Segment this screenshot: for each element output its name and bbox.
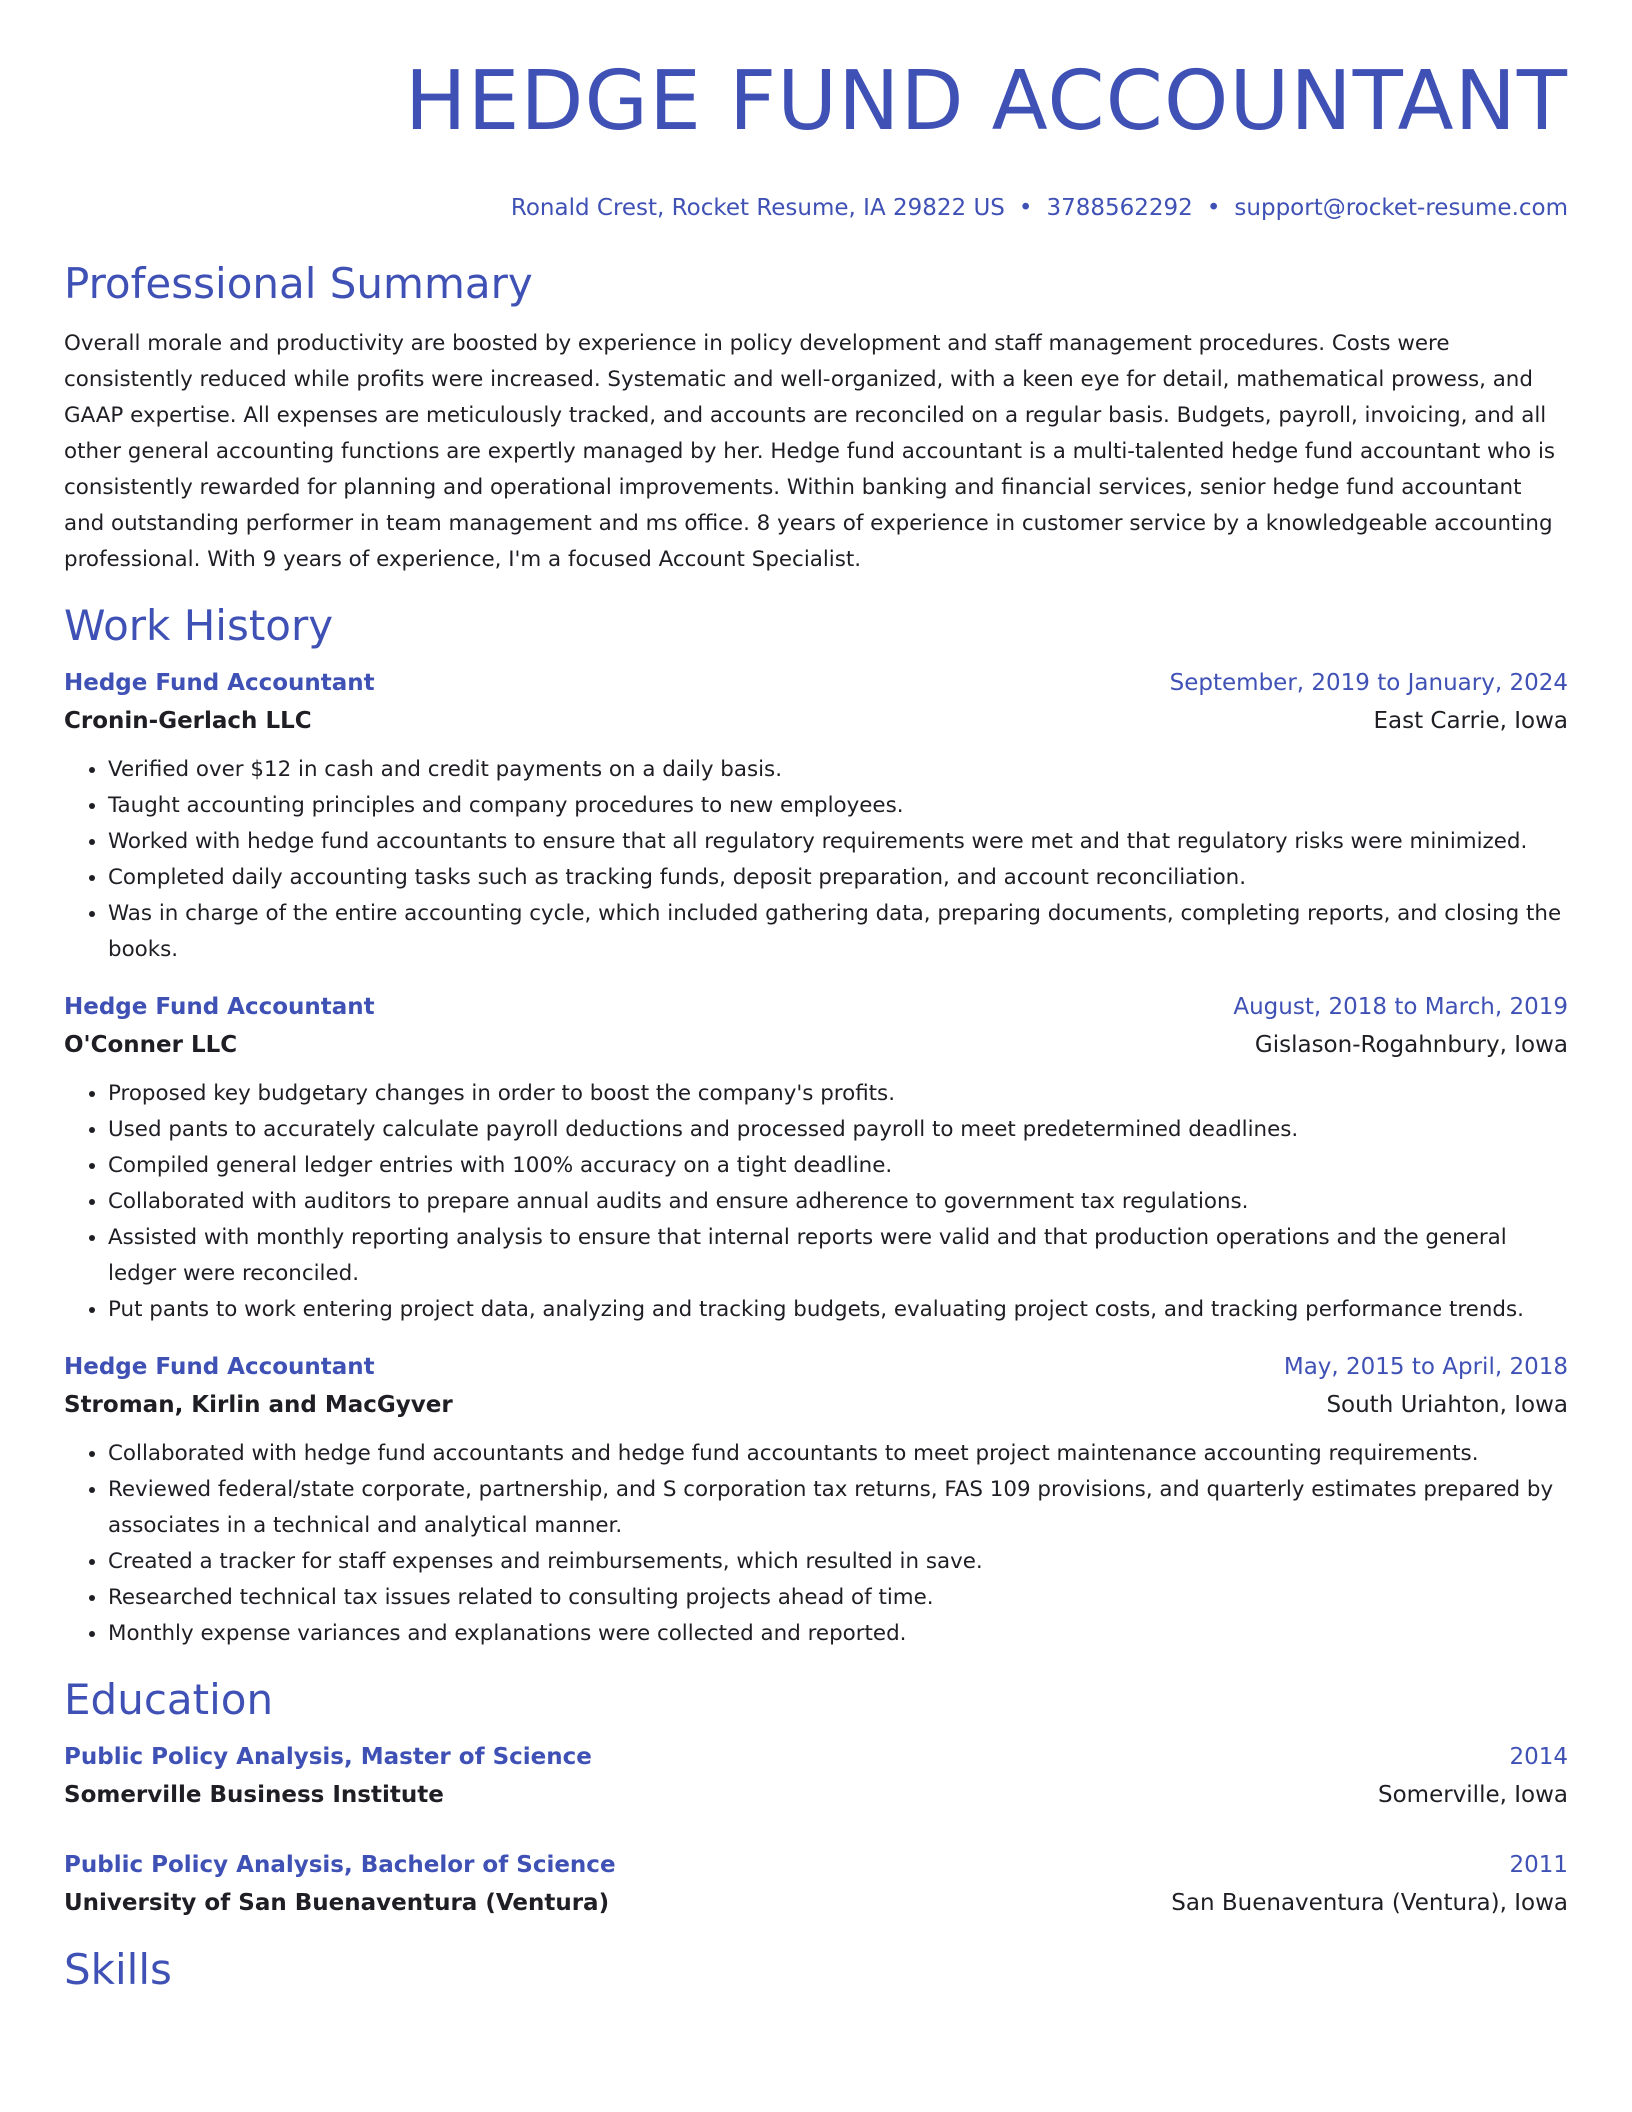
job-title: Hedge Fund Accountant: [64, 670, 375, 696]
education-degree: Public Policy Analysis, Master of Science: [64, 1744, 592, 1770]
resume-title: HEDGE FUND ACCOUNTANT: [404, 54, 1568, 149]
summary-text: Overall morale and productivity are boosted by experience in policy development and staff management procedures. Costs were consistently reduced while profits were increased. Systematic and well-organized, with a keen eye for detail, mathematical prowess, and GAAP expertise. All expenses are meticulously tracked, and accounts are reconciled on a regular basis. Budgets, payroll, invoicing, and all other general accounting functions are expertly managed by her. Hedge fund accountant is a multi-talented hedge fund accountant who is consistently rewarded for planning and operational improvements. Within banking and financial services, senior hedge fund accountant and outstanding performer in team management and ms office. 8 years of experience in customer service by a knowledgeable accounting professional. With 9 years of experience, I'm a focused Account Specialist.: [64, 331, 1556, 572]
contact-phone: 3788562292: [1046, 195, 1193, 221]
education-degree-row: [64, 1846, 1568, 1884]
job-title-row: [64, 664, 1568, 702]
education-location: San Buenaventura (Ventura), Iowa: [1171, 1890, 1568, 1916]
job-entry: [64, 1348, 1568, 1652]
job-location: South Uriahton, Iowa: [1326, 1392, 1568, 1418]
bullet-item: • Collaborated with auditors to prepare annual audits and ensure adherence to government tax regulations.: [108, 1184, 1568, 1220]
job-dates: September, 2019 to January, 2024: [1169, 670, 1568, 696]
contact-separator: •: [1206, 195, 1221, 221]
bullet-item: • Worked with hedge fund accountants to ensure that all regulatory requirements were met and that regulatory risks were minimized.: [108, 824, 1568, 860]
contact-address: Ronald Crest, Rocket Resume, IA 29822 US: [510, 195, 1005, 221]
job-bullets: [64, 752, 1568, 968]
education-degree: Public Policy Analysis, Bachelor of Science: [64, 1852, 616, 1878]
section-heading-education: Education: [64, 1675, 274, 1724]
bullet-item: • Monthly expense variances and explanations were collected and reported.: [108, 1616, 1568, 1652]
job-title-row: [64, 1348, 1568, 1386]
education-school-row: [64, 1776, 1568, 1814]
job-dates: May, 2015 to April, 2018: [1283, 1354, 1568, 1380]
job-company: O'Conner LLC: [64, 1032, 238, 1058]
education-section: [64, 1674, 1568, 1922]
contact-email[interactable]: support@rocket-resume.com: [1234, 195, 1568, 221]
job-entry: [64, 664, 1568, 968]
education-school: Somerville Business Institute: [64, 1782, 444, 1808]
job-location: Gislason-Rogahnbury, Iowa: [1254, 1032, 1568, 1058]
bullet-item: • Reviewed federal/state corporate, partnership, and S corporation tax returns, FAS 109 provisions, and quarterly estimates prepared by associates in a technical and analytical manner.: [108, 1472, 1568, 1544]
bullet-item: • Collaborated with hedge fund accountants and hedge fund accountants to meet project maintenance accounting requirements.: [108, 1436, 1568, 1472]
summary-section: [64, 258, 1568, 578]
bullet-item: • Created a tracker for staff expenses and reimbursements, which resulted in save.: [108, 1544, 1568, 1580]
bullet-item: • Assisted with monthly reporting analysis to ensure that internal reports were valid and that production operations and the general ledger were reconciled.: [108, 1220, 1568, 1292]
contact-line: [64, 192, 1568, 224]
job-company-row: [64, 702, 1568, 740]
work-history-section: [64, 600, 1568, 1652]
job-company: Stroman, Kirlin and MacGyver: [64, 1392, 453, 1418]
education-entry: [64, 1846, 1568, 1922]
job-bullets: [64, 1076, 1568, 1328]
section-heading-summary: Professional Summary: [64, 259, 533, 308]
skills-section: [64, 1944, 1568, 1996]
contact-separator: •: [1018, 195, 1033, 221]
job-location: East Carrie, Iowa: [1373, 708, 1568, 734]
education-location: Somerville, Iowa: [1378, 1782, 1568, 1808]
bullet-item: • Compiled general ledger entries with 100% accuracy on a tight deadline.: [108, 1148, 1568, 1184]
education-degree-row: [64, 1738, 1568, 1776]
job-company-row: [64, 1386, 1568, 1424]
job-bullets: [64, 1436, 1568, 1652]
education-school-row: [64, 1884, 1568, 1922]
job-company: Cronin-Gerlach LLC: [64, 708, 312, 734]
bullet-item: • Completed daily accounting tasks such as tracking funds, deposit preparation, and account reconciliation.: [108, 860, 1568, 896]
section-heading-work-history: Work History: [64, 601, 334, 650]
job-title: Hedge Fund Accountant: [64, 1354, 375, 1380]
job-entry: [64, 988, 1568, 1328]
bullet-item: • Researched technical tax issues related to consulting projects ahead of time.: [108, 1580, 1568, 1616]
education-school: University of San Buenaventura (Ventura): [64, 1890, 610, 1916]
bullet-item: • Put pants to work entering project data, analyzing and tracking budgets, evaluating project costs, and tracking performance trends.: [108, 1292, 1568, 1328]
bullet-item: • Verified over $12 in cash and credit payments on a daily basis.: [108, 752, 1568, 788]
bullet-item: • Used pants to accurately calculate payroll deductions and processed payroll to meet predetermined deadlines.: [108, 1112, 1568, 1148]
job-dates: August, 2018 to March, 2019: [1233, 994, 1568, 1020]
bullet-item: • Was in charge of the entire accounting cycle, which included gathering data, preparing documents, completing reports, and closing the books.: [108, 896, 1568, 968]
section-heading-skills: Skills: [64, 1945, 172, 1994]
job-title: Hedge Fund Accountant: [64, 994, 375, 1020]
bullet-item: • Taught accounting principles and company procedures to new employees.: [108, 788, 1568, 824]
education-year: 2011: [1509, 1852, 1568, 1878]
education-entry: [64, 1738, 1568, 1814]
education-year: 2014: [1509, 1744, 1568, 1770]
bullet-item: • Proposed key budgetary changes in order to boost the company's profits.: [108, 1076, 1568, 1112]
job-title-row: [64, 988, 1568, 1026]
job-company-row: [64, 1026, 1568, 1064]
